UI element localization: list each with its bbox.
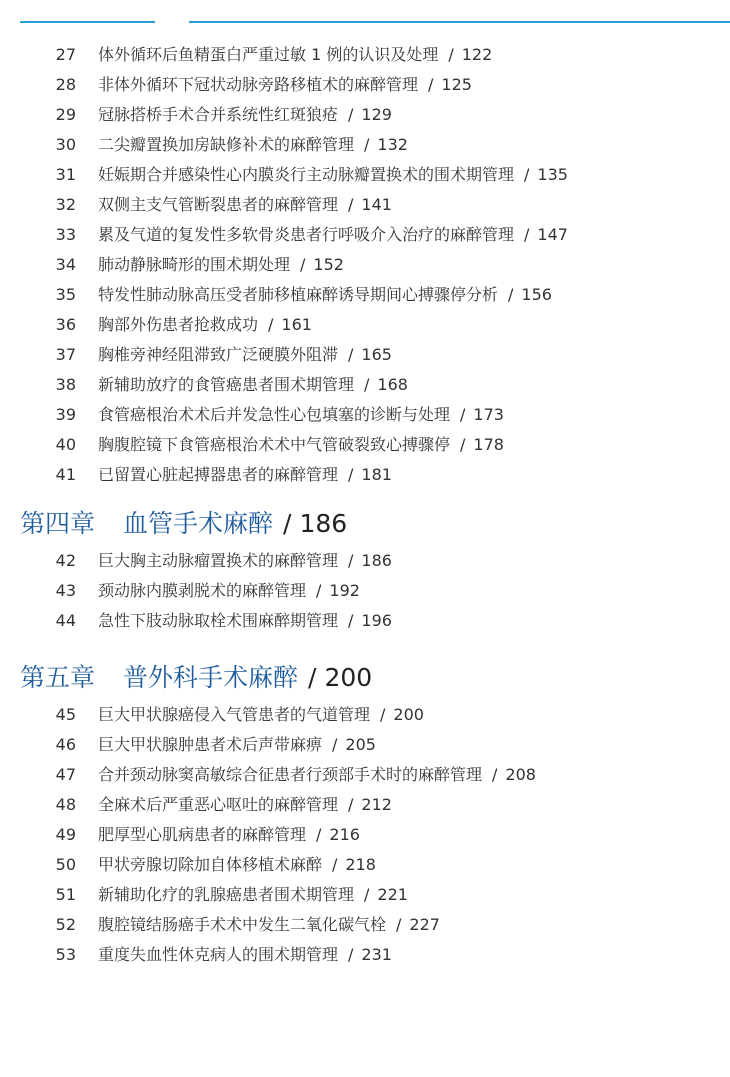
separator: / xyxy=(308,663,317,692)
entry-number: 48 xyxy=(55,795,76,814)
separator: / xyxy=(380,705,386,724)
entry-page: 147 xyxy=(537,225,568,244)
entry-title: 甲状旁腺切除加自体移植术麻醉 xyxy=(98,855,323,874)
entry-number: 37 xyxy=(55,345,76,364)
entry-number: 51 xyxy=(55,885,76,904)
entry-page: 165 xyxy=(361,345,392,364)
toc-entry[interactable] xyxy=(0,730,730,760)
toc-entry[interactable] xyxy=(0,400,730,430)
separator: / xyxy=(524,165,530,184)
separator: / xyxy=(348,465,354,484)
toc-group-chapter5 xyxy=(0,700,730,970)
entry-page: 132 xyxy=(377,135,408,154)
chapter-heading-4[interactable] xyxy=(0,490,730,546)
toc-entry[interactable] xyxy=(0,40,730,70)
separator: / xyxy=(348,551,354,570)
toc-entry[interactable] xyxy=(0,310,730,340)
chapter-page: 200 xyxy=(324,663,373,692)
entry-page: 181 xyxy=(361,465,392,484)
toc-entry[interactable] xyxy=(0,910,730,940)
entry-title: 颈动脉内膜剥脱术的麻醉管理 xyxy=(98,581,307,600)
entry-number: 32 xyxy=(55,195,76,214)
entry-title: 冠脉搭桥手术合并系统性红斑狼疮 xyxy=(98,105,339,124)
toc-entry[interactable] xyxy=(0,820,730,850)
entry-page: 218 xyxy=(345,855,376,874)
separator: / xyxy=(268,315,274,334)
toc-entry[interactable] xyxy=(0,700,730,730)
separator: / xyxy=(348,195,354,214)
entry-number: 43 xyxy=(55,581,76,600)
entry-number: 41 xyxy=(55,465,76,484)
entry-title: 累及气道的复发性多软骨炎患者行呼吸介入治疗的麻醉管理 xyxy=(98,225,515,244)
entry-number: 27 xyxy=(55,45,76,64)
entry-page: 125 xyxy=(441,75,472,94)
toc-entry[interactable] xyxy=(0,70,730,100)
chapter-label: 第五章 xyxy=(20,663,96,692)
entry-title: 食管癌根治术术后并发急性心包填塞的诊断与处理 xyxy=(98,405,451,424)
entry-number: 28 xyxy=(55,75,76,94)
entry-number: 44 xyxy=(55,611,76,630)
entry-title: 腹腔镜结肠癌手术术中发生二氧化碳气栓 xyxy=(98,915,387,934)
entry-page: 208 xyxy=(505,765,536,784)
entry-page: 129 xyxy=(361,105,392,124)
entry-title: 非体外循环下冠状动脉旁路移植术的麻醉管理 xyxy=(98,75,419,94)
separator: / xyxy=(428,75,434,94)
toc-entry[interactable] xyxy=(0,250,730,280)
header-rule-right xyxy=(189,21,730,23)
header-rule-left xyxy=(20,21,155,23)
entry-page: 221 xyxy=(377,885,408,904)
separator: / xyxy=(332,855,338,874)
toc-entry[interactable] xyxy=(0,100,730,130)
toc-entry[interactable] xyxy=(0,130,730,160)
separator: / xyxy=(283,509,292,538)
entry-title: 胸腹腔镜下食管癌根治术术中气管破裂致心搏骤停 xyxy=(98,435,451,454)
entry-title: 体外循环后鱼精蛋白严重过敏 1 例的认识及处理 xyxy=(98,45,439,64)
entry-number: 45 xyxy=(55,705,76,724)
entry-number: 47 xyxy=(55,765,76,784)
separator: / xyxy=(524,225,530,244)
toc-entry[interactable] xyxy=(0,546,730,576)
separator: / xyxy=(508,285,514,304)
entry-title: 新辅助放疗的食管癌患者围术期管理 xyxy=(98,375,355,394)
entry-title: 急性下肢动脉取栓术围麻醉期管理 xyxy=(98,611,339,630)
toc-entry[interactable] xyxy=(0,280,730,310)
entry-number: 40 xyxy=(55,435,76,454)
entry-title: 胸部外伤患者抢救成功 xyxy=(98,315,259,334)
toc-entry[interactable] xyxy=(0,576,730,606)
entry-page: 141 xyxy=(361,195,392,214)
entry-number: 50 xyxy=(55,855,76,874)
entry-page: 152 xyxy=(313,255,344,274)
entry-number: 39 xyxy=(55,405,76,424)
toc-group-chapter4 xyxy=(0,546,730,636)
toc-entry[interactable] xyxy=(0,460,730,490)
toc-entry[interactable] xyxy=(0,220,730,250)
separator: / xyxy=(348,105,354,124)
separator: / xyxy=(396,915,402,934)
toc-group-chapter3 xyxy=(0,40,730,490)
entry-page: 122 xyxy=(461,45,493,64)
entry-number: 38 xyxy=(55,375,76,394)
entry-page: 156 xyxy=(521,285,552,304)
entry-number: 30 xyxy=(55,135,76,154)
entry-page: 231 xyxy=(361,945,392,964)
separator: / xyxy=(492,765,498,784)
entry-number: 33 xyxy=(55,225,76,244)
entry-number: 52 xyxy=(55,915,76,934)
entry-page: 192 xyxy=(329,581,360,600)
separator: / xyxy=(300,255,306,274)
separator: / xyxy=(364,885,370,904)
separator: / xyxy=(316,825,322,844)
toc-entry[interactable] xyxy=(0,340,730,370)
entry-number: 49 xyxy=(55,825,76,844)
toc-entry[interactable] xyxy=(0,160,730,190)
entry-title: 二尖瓣置换加房缺修补术的麻醉管理 xyxy=(98,135,355,154)
entry-title: 重度失血性休克病人的围术期管理 xyxy=(98,945,339,964)
entry-number: 31 xyxy=(55,165,76,184)
entry-number: 46 xyxy=(55,735,76,754)
entry-page: 168 xyxy=(377,375,408,394)
entry-title: 巨大胸主动脉瘤置换术的麻醉管理 xyxy=(98,551,339,570)
toc-entry[interactable] xyxy=(0,370,730,400)
entry-title: 特发性肺动脉高压受者肺移植麻醉诱导期间心搏骤停分析 xyxy=(98,285,499,304)
entry-page: 161 xyxy=(281,315,312,334)
entry-number: 35 xyxy=(55,285,76,304)
separator: / xyxy=(348,611,354,630)
toc-entry[interactable] xyxy=(0,940,730,970)
entry-page: 186 xyxy=(361,551,392,570)
entry-title: 巨大甲状腺肿患者术后声带麻痹 xyxy=(98,735,323,754)
toc-entry[interactable] xyxy=(0,190,730,220)
entry-title: 肺动静脉畸形的围术期处理 xyxy=(98,255,291,274)
separator: / xyxy=(316,581,322,600)
separator: / xyxy=(448,45,454,64)
entry-page: 216 xyxy=(329,825,360,844)
entry-title: 已留置心脏起搏器患者的麻醉管理 xyxy=(98,465,339,484)
entry-page: 227 xyxy=(409,915,440,934)
entry-number: 34 xyxy=(55,255,76,274)
toc-entry[interactable] xyxy=(0,790,730,820)
entry-number: 53 xyxy=(55,945,76,964)
separator: / xyxy=(364,135,370,154)
entry-page: 173 xyxy=(473,405,504,424)
chapter-title: 普外科手术麻醉 xyxy=(123,663,299,692)
toc-entry[interactable] xyxy=(0,880,730,910)
entry-title: 巨大甲状腺癌侵入气管患者的气道管理 xyxy=(98,705,371,724)
entry-number: 36 xyxy=(55,315,76,334)
entry-title: 全麻术后严重恶心呕吐的麻醉管理 xyxy=(98,795,339,814)
separator: / xyxy=(348,795,354,814)
entry-title: 胸椎旁神经阻滞致广泛硬膜外阻滞 xyxy=(98,345,339,364)
toc-entry[interactable] xyxy=(0,606,730,636)
entry-number: 29 xyxy=(55,105,76,124)
separator: / xyxy=(332,735,338,754)
entry-title: 合并颈动脉窦高敏综合征患者行颈部手术时的麻醉管理 xyxy=(98,765,483,784)
chapter-label: 第四章 xyxy=(20,509,96,538)
chapter-page: 186 xyxy=(299,509,348,538)
toc-entry[interactable] xyxy=(0,760,730,790)
separator: / xyxy=(364,375,370,394)
entry-title: 肥厚型心肌病患者的麻醉管理 xyxy=(98,825,307,844)
separator: / xyxy=(460,435,466,454)
toc-entry[interactable] xyxy=(0,850,730,880)
separator: / xyxy=(348,345,354,364)
entry-page: 196 xyxy=(361,611,392,630)
chapter-title: 血管手术麻醉 xyxy=(123,509,274,538)
entry-title: 妊娠期合并感染性心内膜炎行主动脉瓣置换术的围术期管理 xyxy=(98,165,515,184)
toc-entry[interactable] xyxy=(0,430,730,460)
separator: / xyxy=(348,945,354,964)
entry-title: 新辅助化疗的乳腺癌患者围术期管理 xyxy=(98,885,355,904)
entry-number: 42 xyxy=(55,551,76,570)
entry-page: 205 xyxy=(345,735,376,754)
table-of-contents xyxy=(0,40,730,970)
chapter-heading-5[interactable] xyxy=(0,636,730,700)
separator: / xyxy=(460,405,466,424)
entry-page: 178 xyxy=(473,435,504,454)
entry-page: 135 xyxy=(537,165,568,184)
entry-title: 双侧主支气管断裂患者的麻醉管理 xyxy=(98,195,339,214)
entry-page: 200 xyxy=(393,705,424,724)
entry-page: 212 xyxy=(361,795,392,814)
